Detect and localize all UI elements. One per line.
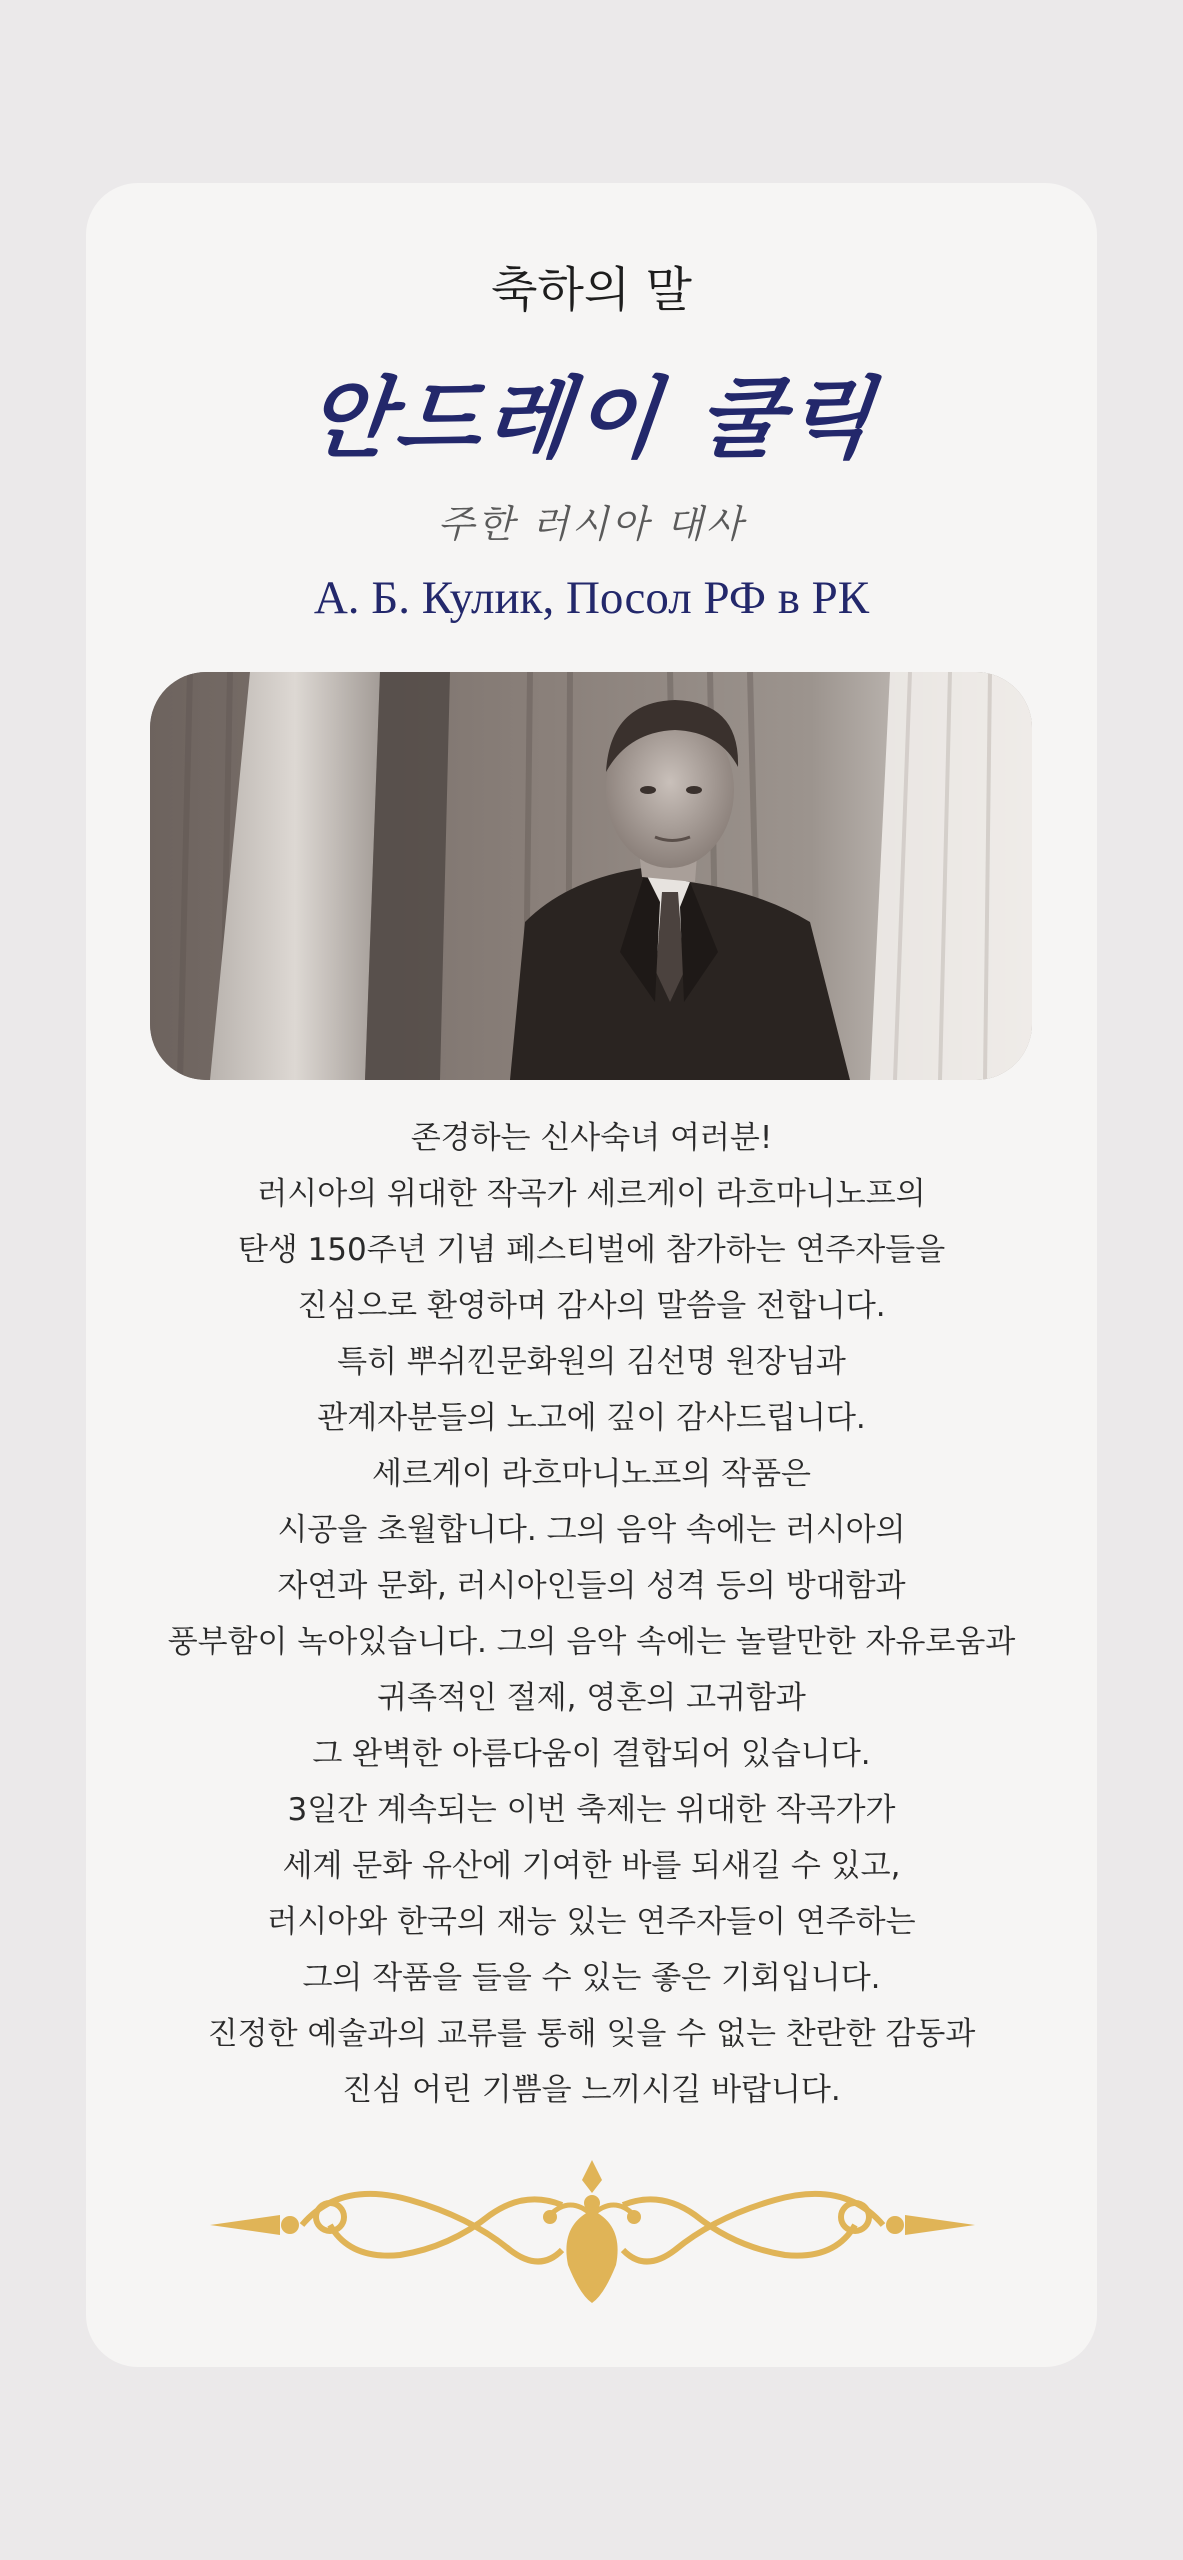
letter-line: 러시아의 위대한 작곡가 세르게이 라흐마니노프의 [257,1176,926,1212]
letter-line: 진심 어린 기쁨을 느끼시길 바랍니다. [342,2072,841,2108]
letter-line: 세르게이 라흐마니노프의 작품은 [372,1456,811,1492]
author-role-korean: 주한 러시아 대사 [437,502,746,546]
page-title: 축하의 말 [491,262,692,318]
author-name-korean: 안드레이 쿨릭 [301,366,882,470]
gold-scroll-ornament-icon [210,2155,975,2305]
letter-line: 진심으로 환영하며 감사의 말씀을 전합니다. [297,1288,886,1324]
letter-line: 진정한 예술과의 교류를 통해 잊을 수 없는 찬란한 감동과 [207,2016,976,2052]
letter-line: 세계 문화 유산에 기여한 바를 되새길 수 있고, [282,1848,901,1884]
letter-line: 그의 작품을 들을 수 있는 좋은 기회입니다. [302,1960,881,1996]
letter-line: 관계자분들의 노고에 깊이 감사드립니다. [317,1400,866,1436]
letter-line: 특히 뿌쉬낀문화원의 김선명 원장님과 [337,1344,846,1380]
letter-line: 풍부함이 녹아있습니다. 그의 음악 속에는 놀랄만한 자유로움과 [167,1624,1016,1660]
ambassador-photo [150,672,1032,1080]
letter-line: 존경하는 신사숙녀 여러분! [410,1120,773,1156]
letter-line: 그 완벽한 아름다움이 결합되어 있습니다. [312,1736,871,1772]
letter-line: 탄생 150주년 기념 페스티벌에 참가하는 연주자들을 [237,1232,946,1268]
letter-body [86,1110,1097,2118]
letter-line: 귀족적인 절제, 영혼의 고귀함과 [377,1680,806,1716]
letter-line: 러시아와 한국의 재능 있는 연주자들이 연주하는 [267,1904,916,1940]
author-name-russian: А. Б. Кулик, Посол РФ в РК [313,572,870,624]
letter-line: 3일간 계속되는 이번 축제는 위대한 작곡가가 [287,1792,896,1828]
letter-line: 시공을 초월합니다. 그의 음악 속에는 러시아의 [277,1512,906,1548]
letter-line: 자연과 문화, 러시아인들의 성격 등의 방대함과 [277,1568,906,1604]
